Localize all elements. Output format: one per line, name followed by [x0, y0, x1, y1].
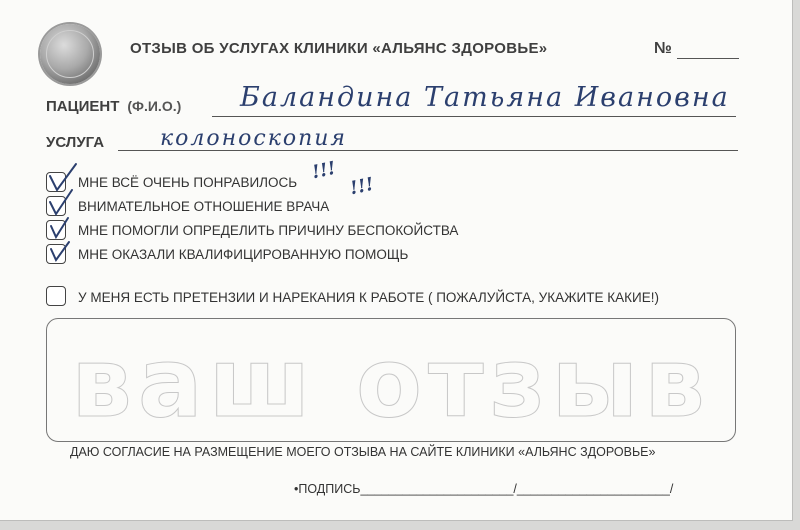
review-watermark: ваш отзыв: [71, 327, 711, 439]
complaint-checkbox[interactable]: [46, 286, 66, 306]
patient-name-handwriting: Баландина Татьяна Ивановна: [240, 82, 730, 113]
handwritten-exclamation-2: !!!: [348, 173, 376, 200]
form-title: ОТЗЫВ ОБ УСЛУГАХ КЛИНИКИ «АЛЬЯНС ЗДОРОВЬЕ»: [130, 40, 548, 57]
service-label: УСЛУГА: [46, 134, 105, 151]
option-label-qualified-help: МНЕ ОКАЗАЛИ КВАЛИФИЦИРОВАННУЮ ПОМОЩЬ: [78, 247, 409, 262]
patient-sublabel: (Ф.И.О.): [127, 98, 182, 114]
signature-field[interactable]: •ПОДПИСЬ______________________/______________________/: [294, 482, 674, 496]
check-marks-icon: [42, 160, 92, 270]
review-textarea[interactable]: [46, 318, 736, 442]
handwritten-exclamation-1: !!!: [310, 157, 338, 184]
service-handwriting: колоноскопия: [160, 126, 347, 151]
consent-text: ДАЮ СОГЛАСИЕ НА РАЗМЕЩЕНИЕ МОЕГО ОТЗЫВА НА САЙТЕ КЛИНИКИ «АЛЬЯНС ЗДОРОВЬЕ»: [70, 445, 656, 459]
patient-label-text: ПАЦИЕНТ: [46, 98, 120, 115]
patient-label: [46, 98, 181, 115]
option-label-liked-everything: МНЕ ВСЁ ОЧЕНЬ ПОНРАВИЛОСЬ: [78, 175, 298, 190]
option-label-found-cause: МНЕ ПОМОГЛИ ОПРЕДЕЛИТЬ ПРИЧИНУ БЕСПОКОЙСТВА: [78, 223, 459, 238]
option-label-attentive-doctor: ВНИМАТЕЛЬНОЕ ОТНОШЕНИЕ ВРАЧА: [78, 199, 330, 214]
patient-name-line[interactable]: [212, 116, 736, 117]
form-number-field[interactable]: [677, 58, 739, 59]
clinic-logo: [40, 24, 100, 84]
complaint-label: У МЕНЯ ЕСТЬ ПРЕТЕНЗИИ И НАРЕКАНИЯ К РАБОТЕ ( ПОЖАЛУЙСТА, УКАЖИТЕ КАКИЕ!): [78, 290, 659, 305]
form-number-label: №: [654, 40, 672, 57]
